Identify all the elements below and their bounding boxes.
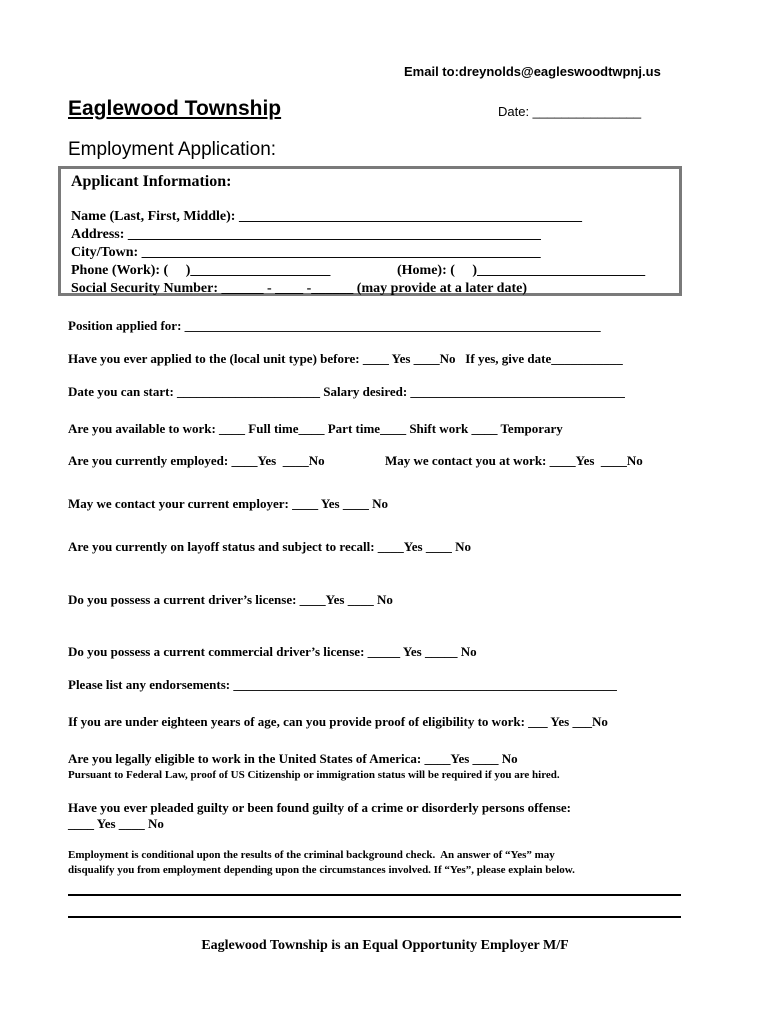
page-title: Eaglewood Township: [68, 97, 282, 120]
contact-at-work-question: May we contact you at work: ____Yes ____No: [385, 453, 643, 468]
position-applied-field: Position applied for: ________________________________________________________________: [68, 318, 601, 333]
ssn-field: Social Security Number: ______ - ____ -______ (may provide at a later date): [71, 281, 527, 296]
drivers-license-question: Do you possess a current driver’s license: ____Yes ____ No: [68, 592, 393, 607]
name-field: Name (Last, First, Middle): _________________________________________________: [71, 209, 582, 224]
legally-eligible-question: Are you legally eligible to work in the United States of America: ____Yes ____ No: [68, 751, 518, 766]
home-phone-field: (Home): ( )________________________: [397, 263, 646, 278]
applicant-information-heading: Applicant Information:: [71, 173, 232, 190]
under-eighteen-question: If you are under eighteen years of age, can you provide proof of eligibility to work: ___ Yes ___No: [68, 714, 608, 729]
commercial-license-question: Do you possess a current commercial driver’s license: _____ Yes _____ No: [68, 644, 477, 659]
explanation-line-1: [68, 894, 681, 896]
background-check-note-line2: disqualify you from employment depending upon the circumstances involved. If “Yes”, please explain below.: [68, 864, 575, 876]
applicant-information-box: [58, 166, 682, 296]
form-subtitle: Employment Application:: [68, 139, 277, 160]
applied-before-question: Have you ever applied to the (local unit type) before: ____ Yes ____No If yes, give date___________: [68, 351, 623, 366]
contact-employer-question: May we contact your current employer: ____ Yes ____ No: [68, 496, 388, 511]
endorsements-field: Please list any endorsements: ___________________________________________________________: [68, 677, 617, 692]
guilty-answer-options: ____ Yes ____ No: [68, 816, 164, 831]
layoff-status-question: Are you currently on layoff status and subject to recall: ____Yes ____ No: [68, 539, 471, 554]
address-field: Address: ___________________________________________________________: [71, 227, 541, 242]
currently-employed-question: Are you currently employed: ____Yes ____No: [68, 453, 325, 468]
email-instruction: Email to:dreynolds@eagleswoodtwpnj.us: [404, 64, 661, 79]
guilty-question: Have you ever pleaded guilty or been found guilty of a crime or disorderly persons offense:: [68, 800, 572, 815]
availability-question: Are you available to work: ____ Full time____ Part time____ Shift work ____ Temporary: [68, 421, 563, 436]
work-phone-field: Phone (Work): ( )____________________: [71, 263, 331, 278]
date-field: Date: _______________: [498, 104, 642, 119]
equal-opportunity-statement: Eaglewood Township is an Equal Opportunity Employer M/F: [201, 938, 569, 953]
city-town-field: City/Town: _________________________________________________________: [71, 245, 541, 260]
background-check-note-line1: Employment is conditional upon the results of the criminal background check. An answer of “Yes” may: [68, 849, 555, 861]
explanation-line-2: [68, 916, 681, 918]
federal-law-note: Pursuant to Federal Law, proof of US Citizenship or immigration status will be required if you are hired.: [68, 769, 560, 781]
start-date-salary-field: Date you can start: ______________________ Salary desired: _________________________________: [68, 384, 625, 399]
